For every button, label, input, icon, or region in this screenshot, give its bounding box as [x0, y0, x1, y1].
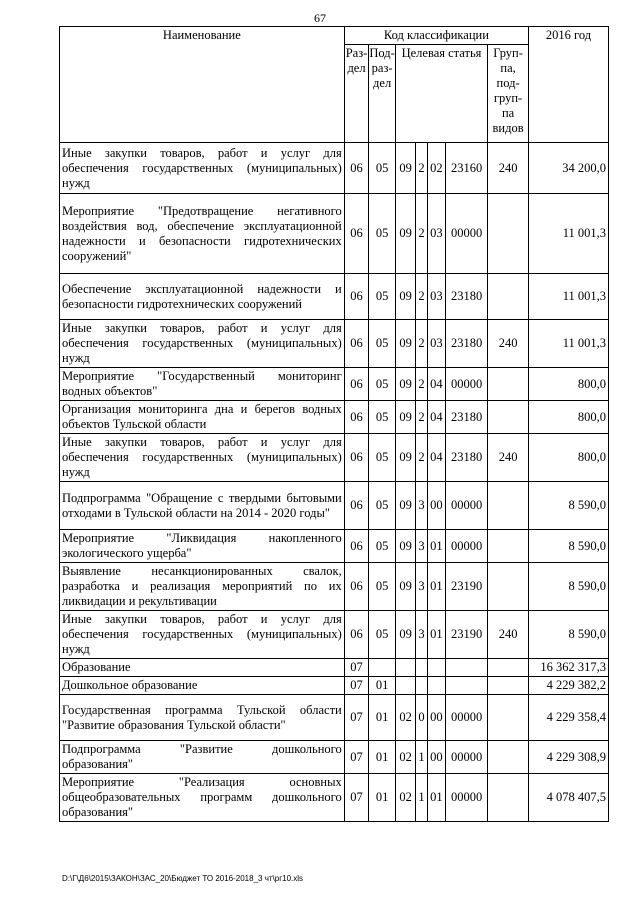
row-code-cs2: 2 [416, 194, 427, 274]
file-path-footer: D:\Г\Д6\2015\ЗАКОН\ЗАС_20\Бюджет ТО 2016-2018_3 чт\рг10.xls [62, 874, 304, 883]
row-code-rz: 06 [344, 434, 369, 482]
table-row [60, 659, 609, 677]
row-code-cs4: 23190 [446, 563, 488, 611]
table-row [60, 143, 609, 194]
row-amount: 11 001,3 [529, 194, 609, 274]
row-code-cs2: 2 [416, 401, 427, 434]
row-code-cs4: 23180 [446, 320, 488, 368]
row-code-cs1: 09 [395, 434, 415, 482]
row-name: Иные закупки товаров, работ и услуг для обеспечения государственных (муниципальных) нужд [60, 434, 345, 482]
row-amount: 800,0 [529, 434, 609, 482]
table-row [60, 482, 609, 530]
row-name: Выявление несанкционированных свалок, разработка и реализация мероприятий по их ликвидации и рекультивации [60, 563, 345, 611]
row-code-vr [488, 774, 529, 822]
row-code-rz: 07 [344, 741, 369, 774]
row-code-rz: 06 [344, 563, 369, 611]
row-code-rz: 06 [344, 401, 369, 434]
row-name: Организация мониторинга дна и берегов водных объектов Тульской области [60, 401, 345, 434]
row-code-cs4: 00000 [446, 482, 488, 530]
row-amount: 11 001,3 [529, 320, 609, 368]
row-code-cs4: 00000 [446, 194, 488, 274]
row-code-cs4: 23180 [446, 434, 488, 482]
row-code-rz: 06 [344, 611, 369, 659]
row-name: Иные закупки товаров, работ и услуг для обеспечения государственных (муниципальных) нужд [60, 320, 345, 368]
row-code-cs3: 04 [427, 434, 445, 482]
header-section: Раз-дел [344, 45, 369, 143]
row-code-cs2: 3 [416, 611, 427, 659]
row-code-cs1: 09 [395, 143, 415, 194]
row-code-cs4: 00000 [446, 368, 488, 401]
row-code-cs3: 01 [427, 611, 445, 659]
row-code-cs4: 23180 [446, 401, 488, 434]
row-code-vr: 240 [488, 611, 529, 659]
row-code-rz: 06 [344, 194, 369, 274]
row-code-pr: 05 [369, 194, 396, 274]
row-code-vr: 240 [488, 320, 529, 368]
row-name: Подпрограмма "Обращение с твердыми бытовыми отходами в Тульской области на 2014 - 2020 годы" [60, 482, 345, 530]
row-code-pr: 01 [369, 695, 396, 741]
row-code-cs2: 2 [416, 274, 427, 320]
row-code-rz: 07 [344, 695, 369, 741]
row-code-cs3 [427, 677, 445, 695]
row-name: Иные закупки товаров, работ и услуг для обеспечения государственных (муниципальных) нужд [60, 611, 345, 659]
row-code-cs1: 02 [395, 774, 415, 822]
row-code-vr [488, 368, 529, 401]
row-code-cs3: 04 [427, 368, 445, 401]
row-code-vr [488, 530, 529, 563]
row-code-cs2 [416, 677, 427, 695]
row-code-cs2: 1 [416, 774, 427, 822]
row-code-cs1: 09 [395, 194, 415, 274]
row-code-cs2: 2 [416, 143, 427, 194]
row-amount: 800,0 [529, 368, 609, 401]
row-code-pr: 01 [369, 741, 396, 774]
row-code-rz: 07 [344, 774, 369, 822]
row-code-vr: 240 [488, 434, 529, 482]
row-amount: 16 362 317,3 [529, 659, 609, 677]
row-amount: 8 590,0 [529, 482, 609, 530]
row-code-cs2: 2 [416, 320, 427, 368]
row-code-pr: 01 [369, 677, 396, 695]
row-code-rz: 06 [344, 530, 369, 563]
row-code-pr [369, 659, 396, 677]
header-group: Груп-па, под-груп-па видов [488, 45, 529, 143]
row-code-cs1: 09 [395, 274, 415, 320]
row-code-cs3: 04 [427, 401, 445, 434]
row-code-cs1: 09 [395, 482, 415, 530]
row-amount: 800,0 [529, 401, 609, 434]
row-code-cs2: 2 [416, 368, 427, 401]
row-code-pr: 01 [369, 774, 396, 822]
table-row [60, 274, 609, 320]
row-name: Дошкольное образование [60, 677, 345, 695]
row-code-cs1 [395, 659, 415, 677]
row-code-vr [488, 677, 529, 695]
row-code-cs4: 23180 [446, 274, 488, 320]
row-code-pr: 05 [369, 563, 396, 611]
table-row [60, 530, 609, 563]
row-code-vr [488, 563, 529, 611]
row-code-vr [488, 659, 529, 677]
row-code-cs1: 09 [395, 368, 415, 401]
row-name: Мероприятие "Предотвращение негативного воздействия вод, обеспечение эксплуатационной надежности и безопасности гидротехнических сооружений" [60, 194, 345, 274]
row-code-cs3: 03 [427, 274, 445, 320]
row-code-vr [488, 482, 529, 530]
row-code-cs3: 01 [427, 563, 445, 611]
table-row [60, 774, 609, 822]
row-code-rz: 06 [344, 482, 369, 530]
row-code-cs3: 03 [427, 194, 445, 274]
row-code-pr: 05 [369, 530, 396, 563]
row-name: Иные закупки товаров, работ и услуг для обеспечения государственных (муниципальных) нужд [60, 143, 345, 194]
row-code-cs3: 01 [427, 530, 445, 563]
row-code-rz: 06 [344, 320, 369, 368]
row-amount: 11 001,3 [529, 274, 609, 320]
row-code-vr [488, 695, 529, 741]
row-code-cs3: 03 [427, 320, 445, 368]
row-code-cs4 [446, 677, 488, 695]
row-code-cs3 [427, 659, 445, 677]
table-row [60, 741, 609, 774]
row-code-cs4: 00000 [446, 774, 488, 822]
table-row [60, 695, 609, 741]
row-code-cs2: 0 [416, 695, 427, 741]
row-code-cs1: 09 [395, 611, 415, 659]
row-code-cs2: 3 [416, 530, 427, 563]
row-name: Обеспечение эксплуатационной надежности и безопасности гидротехнических сооружений [60, 274, 345, 320]
row-code-pr: 05 [369, 274, 396, 320]
row-code-cs1: 02 [395, 695, 415, 741]
row-amount: 4 229 382,2 [529, 677, 609, 695]
row-code-cs1 [395, 677, 415, 695]
row-code-pr: 05 [369, 368, 396, 401]
row-amount: 4 229 358,4 [529, 695, 609, 741]
row-name: Подпрограмма "Развитие дошкольного образования" [60, 741, 345, 774]
header-target: Целевая статья [395, 45, 487, 143]
row-code-pr: 05 [369, 482, 396, 530]
page-number: 67 [314, 11, 326, 25]
table-row [60, 677, 609, 695]
row-code-cs3: 00 [427, 482, 445, 530]
row-code-rz: 06 [344, 143, 369, 194]
row-code-cs2: 1 [416, 741, 427, 774]
row-code-vr: 240 [488, 143, 529, 194]
table-row [60, 563, 609, 611]
row-code-cs2: 2 [416, 434, 427, 482]
row-code-cs4: 23190 [446, 611, 488, 659]
header-year: 2016 год [529, 27, 609, 143]
row-code-cs2: 3 [416, 563, 427, 611]
header-code: Код классификации [344, 27, 528, 45]
row-amount: 8 590,0 [529, 530, 609, 563]
row-code-pr: 05 [369, 320, 396, 368]
row-name: Мероприятие "Ликвидация накопленного экологического ущерба" [60, 530, 345, 563]
row-code-vr [488, 401, 529, 434]
row-code-cs3: 00 [427, 695, 445, 741]
header-subsection: Под-раз-дел [369, 45, 396, 143]
row-code-cs1: 09 [395, 320, 415, 368]
row-code-pr: 05 [369, 401, 396, 434]
table-row [60, 434, 609, 482]
row-code-pr: 05 [369, 434, 396, 482]
table-row [60, 320, 609, 368]
row-code-pr: 05 [369, 611, 396, 659]
row-code-cs2: 3 [416, 482, 427, 530]
row-code-cs1: 02 [395, 741, 415, 774]
row-code-cs4: 00000 [446, 695, 488, 741]
row-amount: 8 590,0 [529, 611, 609, 659]
table-row [60, 611, 609, 659]
row-code-cs1: 09 [395, 563, 415, 611]
row-amount: 34 200,0 [529, 143, 609, 194]
row-code-vr [488, 194, 529, 274]
row-code-cs4 [446, 659, 488, 677]
row-code-rz: 07 [344, 677, 369, 695]
row-code-cs3: 01 [427, 774, 445, 822]
row-code-cs4: 00000 [446, 530, 488, 563]
row-code-cs4: 23160 [446, 143, 488, 194]
row-code-cs2 [416, 659, 427, 677]
row-amount: 4 078 407,5 [529, 774, 609, 822]
table-row [60, 401, 609, 434]
row-code-cs3: 02 [427, 143, 445, 194]
row-code-cs1: 09 [395, 530, 415, 563]
row-name: Государственная программа Тульской области "Развитие образования Тульской области" [60, 695, 345, 741]
row-name: Мероприятие "Реализация основных общеобразовательных программ дошкольного образования" [60, 774, 345, 822]
row-code-rz: 07 [344, 659, 369, 677]
row-code-vr [488, 741, 529, 774]
table-row [60, 194, 609, 274]
row-name: Образование [60, 659, 345, 677]
row-code-pr: 05 [369, 143, 396, 194]
header-name: Наименование [60, 27, 345, 143]
row-name: Мероприятие "Государственный мониторинг водных объектов" [60, 368, 345, 401]
budget-table [59, 26, 609, 822]
row-code-cs3: 00 [427, 741, 445, 774]
row-code-cs1: 09 [395, 401, 415, 434]
row-amount: 8 590,0 [529, 563, 609, 611]
row-code-rz: 06 [344, 368, 369, 401]
row-amount: 4 229 308,9 [529, 741, 609, 774]
table-row [60, 368, 609, 401]
row-code-rz: 06 [344, 274, 369, 320]
row-code-vr [488, 274, 529, 320]
row-code-cs4: 00000 [446, 741, 488, 774]
